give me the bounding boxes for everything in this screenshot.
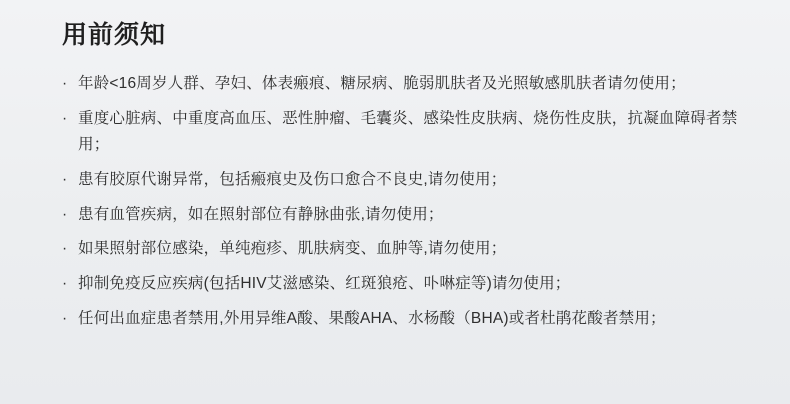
list-item [62,106,742,159]
notice-text: 如果照射部位感染，单纯疱疹、肌肤病变、血肿等,请勿使用； [78,240,507,258]
bullet-icon: · [62,109,68,127]
bullet-icon: · [62,274,68,292]
notice-text: 患有血管疾病，如在照射部位有静脉曲张,请勿使用； [78,205,444,223]
list-item [62,202,742,229]
list-item [62,167,742,194]
bullet-icon: · [62,309,68,327]
bullet-icon: · [62,170,68,188]
notice-text: 患有胶原代谢异常，包括瘢痕史及伤口愈合不良史,请勿使用； [78,170,507,188]
notice-text: 抑制免疫反应疾病(包括HIV艾滋感染、红斑狼疮、卟啉症等)请勿使用； [78,274,571,292]
notice-text: 重度心脏病、中重度高血压、恶性肿瘤、毛囊炎、感染性皮肤病、烧伤性皮肤，抗凝血障碍者禁用； [78,109,738,154]
list-item [62,271,742,298]
bullet-icon: · [62,240,68,258]
page-title: 用前须知 [62,21,167,49]
list-item [62,306,742,333]
notice-text: 任何出血症患者禁用,外用异维A酸、果酸AHA、水杨酸（BHA)或者杜鹃花酸者禁用； [78,309,666,327]
list-item [62,71,742,98]
bullet-icon: · [62,75,68,92]
list-item [62,236,742,263]
notice-list [62,71,742,332]
bullet-icon: · [62,205,68,223]
notice-text: 年龄<16周岁人群、孕妇、体表瘢痕、糖尿病、脆弱肌肤者及光照敏感肌肤者请勿使用； [78,75,686,92]
